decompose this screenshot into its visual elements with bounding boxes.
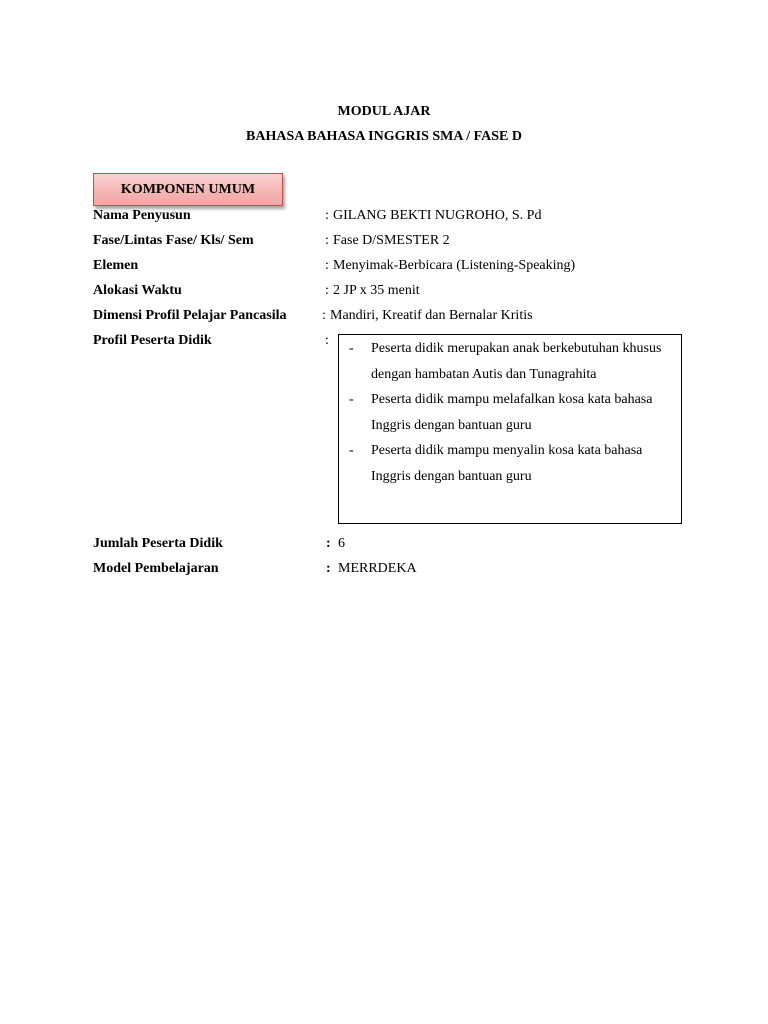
field-value: GILANG BEKTI NUGROHO, S. Pd (333, 208, 542, 223)
list-item (339, 336, 683, 387)
bullet-dash: - (349, 443, 354, 458)
section-heading-komponen-umum: KOMPONEN UMUM (93, 173, 283, 206)
list-item-text: Peserta didik mampu melafalkan kosa kata bahasa Inggris dengan bantuan guru (371, 392, 653, 433)
field-value: 6 (338, 536, 345, 551)
document-title: MODUL AJAR (337, 104, 431, 119)
field-colon: : (322, 308, 326, 323)
field-colon: : (325, 333, 329, 348)
field-label: Jumlah Peserta Didik (93, 536, 223, 551)
list-item-text: Peserta didik mampu menyalin kosa kata bahasa Inggris dengan bantuan guru (371, 443, 643, 484)
bullet-dash: - (349, 341, 354, 356)
field-label: Dimensi Profil Pelajar Pancasila (93, 308, 287, 323)
field-colon: : (326, 536, 331, 551)
field-value: Fase D/SMESTER 2 (333, 233, 450, 248)
field-colon: : (325, 233, 329, 248)
profile-list-box (338, 334, 682, 524)
field-colon: : (325, 208, 329, 223)
field-label: Model Pembelajaran (93, 561, 219, 576)
field-label: Elemen (93, 258, 139, 273)
field-value: Menyimak-Berbicara (Listening-Speaking) (333, 258, 576, 273)
list-item (339, 387, 683, 438)
list-item (339, 438, 683, 489)
field-colon: : (325, 283, 329, 298)
field-label: Alokasi Waktu (93, 283, 182, 298)
field-label: Fase/Lintas Fase/ Kls/ Sem (93, 233, 254, 248)
field-label: Profil Peserta Didik (93, 333, 212, 348)
field-colon: : (325, 258, 329, 273)
field-value: Mandiri, Kreatif dan Bernalar Kritis (330, 308, 533, 323)
bullet-dash: - (349, 392, 354, 407)
field-colon: : (326, 561, 331, 576)
field-value: 2 JP x 35 menit (333, 283, 420, 298)
profile-list (339, 336, 683, 489)
field-label: Nama Penyusun (93, 208, 191, 223)
document-subtitle: BAHASA BAHASA INGGRIS SMA / FASE D (246, 129, 522, 144)
list-item-text: Peserta didik merupakan anak berkebutuhan khusus dengan hambatan Autis dan Tunagrahita (371, 341, 662, 382)
field-value: MERRDEKA (338, 561, 417, 576)
